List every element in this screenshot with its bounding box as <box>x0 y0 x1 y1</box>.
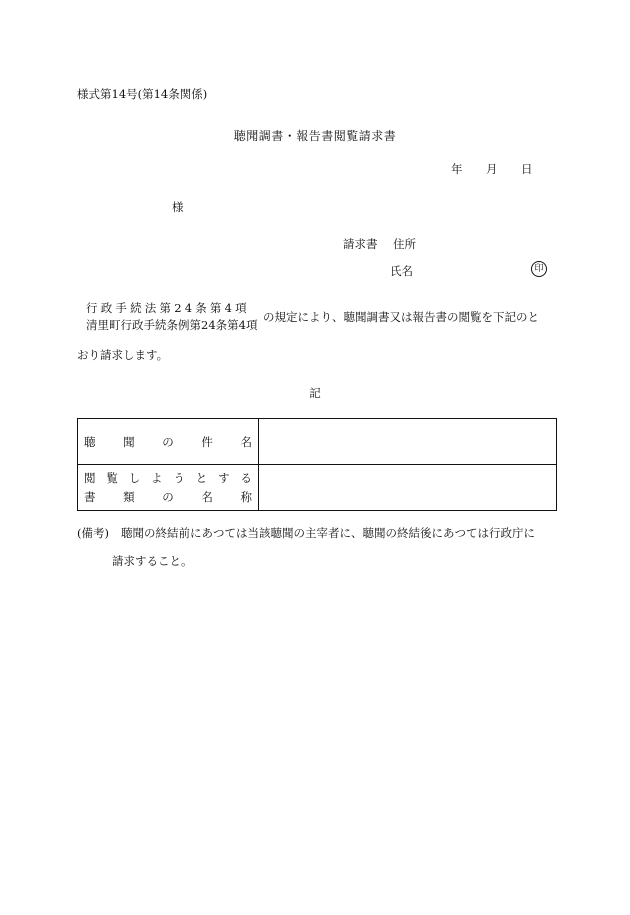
label-char: 類 <box>123 490 135 504</box>
label-char: 覧 <box>106 471 118 485</box>
label-char: 称 <box>240 490 252 504</box>
date-day: 日 <box>521 162 533 176</box>
table-row <box>78 465 557 511</box>
addressee-suffix: 様 <box>172 200 184 214</box>
note-text-cont: 請求すること。 <box>112 554 193 568</box>
body-text: の規定により、聴聞調書又は報告書の閲覧を下記のと <box>263 310 539 324</box>
label-char: の <box>162 434 174 449</box>
label-char: と <box>195 471 208 485</box>
label-char: 名 <box>201 490 213 504</box>
seal-mark: 印 <box>531 261 547 277</box>
label-char: 書 <box>84 490 96 504</box>
label-char: 名 <box>240 434 252 449</box>
date-month: 月 <box>486 162 498 176</box>
label-char: す <box>218 471 230 485</box>
label-char: う <box>173 471 185 485</box>
hearing-subject-label <box>78 419 259 465</box>
note-text: 聴聞の終結前にあつては当該聴聞の主宰者に、聴聞の終結後にあつては行政庁に <box>121 526 535 540</box>
label-char: る <box>240 471 252 485</box>
ki-heading: 記 <box>309 386 321 400</box>
form-number: 様式第14号(第14条関係) <box>77 87 208 101</box>
hearing-subject-field[interactable] <box>259 419 557 465</box>
name-label: 氏名 <box>390 264 413 278</box>
label-char: 閲 <box>84 471 96 485</box>
request-table <box>77 418 557 511</box>
document-title: 聴聞調書・報告書閲覧請求書 <box>233 129 397 143</box>
document-name-field[interactable] <box>259 465 557 511</box>
label-char: 聴 <box>84 434 96 449</box>
law-reference <box>86 300 257 334</box>
table-row <box>78 419 557 465</box>
law-line-national: 行政手続法第24条第4項 <box>86 301 250 315</box>
label-char: し <box>128 471 141 485</box>
requester-label: 請求書 <box>343 237 378 251</box>
document-name-label <box>78 465 259 511</box>
label-char: の <box>162 490 174 504</box>
label-char: 件 <box>201 434 213 449</box>
body-text-end: おり請求します。 <box>77 348 169 362</box>
label-char: よ <box>151 471 163 485</box>
date-year: 年 <box>451 162 463 176</box>
note-label: (備考) <box>77 526 109 540</box>
address-label: 住所 <box>393 237 416 251</box>
law-line-ordinance: 清里町行政手続条例第24条第4項 <box>86 318 258 332</box>
label-char: 聞 <box>123 434 135 449</box>
